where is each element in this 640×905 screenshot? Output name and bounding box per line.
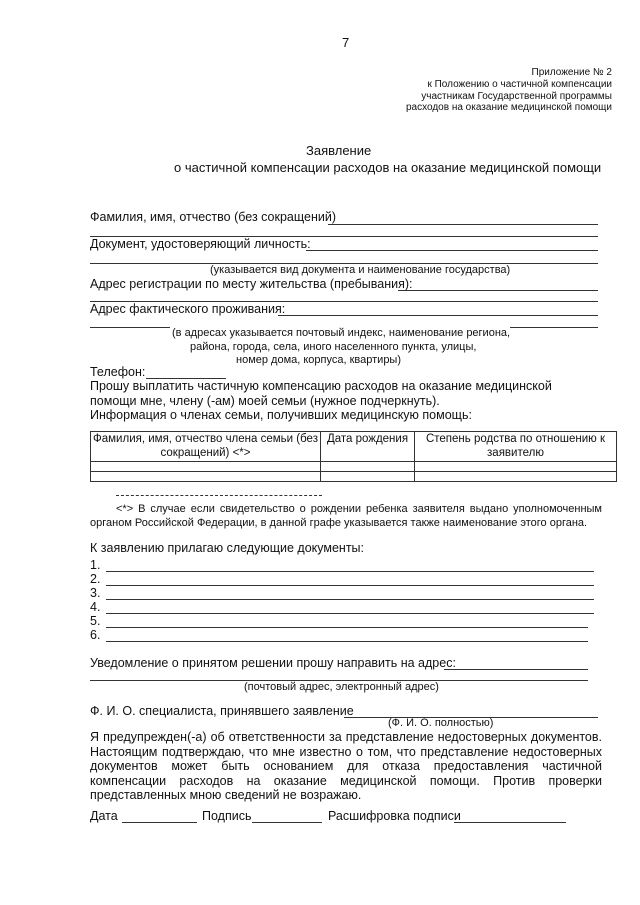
table-cell[interactable] — [415, 462, 617, 472]
address-hint-2: района, города, села, иного населенного пункта, улицы, — [190, 341, 477, 353]
attachment-input-line[interactable] — [106, 585, 594, 586]
appendix-line-1: Приложение № 2 — [531, 67, 612, 78]
document-input-line[interactable] — [306, 250, 598, 251]
specialist-label: Ф. И. О. специалиста, принявшего заявление — [90, 704, 354, 718]
fact-address-label: Адрес фактического проживания: — [90, 302, 286, 316]
document-hint: (указывается вид документа и наименование государства) — [210, 264, 511, 276]
attachment-number: 3. — [90, 586, 101, 600]
attachments-heading: К заявлению прилагаю следующие документы: — [90, 541, 364, 555]
table-header-row — [91, 432, 617, 462]
appendix-line-3: участникам Государственной программы — [421, 91, 612, 102]
attachment-number: 6. — [90, 628, 101, 642]
fio-label: Фамилия, имя, отчество (без сокращений) — [90, 210, 336, 224]
attachment-input-line[interactable] — [106, 627, 588, 628]
family-members-table — [90, 431, 617, 482]
reg-address-input-line[interactable] — [398, 290, 598, 291]
date-input-line[interactable] — [122, 822, 197, 823]
signature-label: Подпись — [202, 809, 252, 823]
attachment-input-line[interactable] — [106, 571, 594, 572]
date-label: Дата — [90, 809, 118, 823]
document-label: Документ, удостоверяющий личность: — [90, 237, 311, 251]
table-row — [91, 472, 617, 482]
signature-decode-input-line[interactable] — [454, 822, 566, 823]
fio-input-line[interactable] — [328, 224, 598, 225]
table-cell[interactable] — [91, 472, 321, 482]
table-header-relation: Степень родства по отношению к заявителю — [415, 432, 617, 462]
appendix-line-2: к Положению о частичной компенсации — [427, 79, 612, 90]
footnote: <*> В случае если свидетельство о рождении ребенка заявителя выдано уполномоченным органом Российской Федерации, в данной графе указывается также наименование этого органа. — [90, 503, 602, 529]
address-hint-3: номер дома, корпуса, квартиры) — [236, 354, 402, 366]
table-cell[interactable] — [415, 472, 617, 482]
document-title: Заявление — [306, 143, 372, 158]
table-cell[interactable] — [91, 462, 321, 472]
fact-address-input-line-2a[interactable] — [90, 327, 170, 328]
attachment-number: 4. — [90, 600, 101, 614]
specialist-hint: (Ф. И. О. полностью) — [388, 717, 494, 729]
table-cell[interactable] — [321, 472, 415, 482]
attachment-number: 1. — [90, 558, 101, 572]
appendix-line-4: расходов на оказание медицинской помощи — [405, 102, 612, 113]
table-row — [91, 462, 617, 472]
reg-address-label: Адрес регистрации по месту жительства (пребывания): — [90, 277, 413, 291]
signature-decode-label: Расшифровка подписи — [328, 809, 461, 823]
attachment-input-line[interactable] — [106, 613, 594, 614]
attachment-number: 2. — [90, 572, 101, 586]
fact-address-input-line-2b[interactable] — [510, 327, 598, 328]
fact-address-input-line[interactable] — [278, 315, 598, 316]
table-cell[interactable] — [321, 462, 415, 472]
document-subtitle: о частичной компенсации расходов на оказание медицинской помощи — [174, 160, 602, 175]
request-line-3: Информация о членах семьи, получивших медицинскую помощь: — [90, 408, 472, 422]
page-number: 7 — [342, 35, 350, 50]
footnote-separator — [116, 495, 322, 496]
notification-hint: (почтовый адрес, электронный адрес) — [244, 681, 439, 693]
attachment-input-line[interactable] — [106, 599, 594, 600]
notification-label: Уведомление о принятом решении прошу направить на адрес: — [90, 656, 456, 670]
address-hint-1: (в адресах указывается почтовый индекс, наименование региона, — [172, 327, 511, 339]
signature-input-line[interactable] — [252, 822, 322, 823]
table-header-fio: Фамилия, имя, отчество члена семьи (без сокращений) <*> — [91, 432, 321, 462]
responsibility-statement: Я предупрежден(-а) об ответственности за представление недостоверных документов. Настоящим подтверждаю, что мне известно о том, что представление недостоверных документов может быть основанием для отказа предоставления частичной компенсации расходов на оказание медицинской помощи. Против проверки представленных мною сведений не возражаю. — [90, 730, 602, 802]
attachment-number: 5. — [90, 614, 101, 628]
table-header-birthdate: Дата рождения — [321, 432, 415, 462]
phone-label: Телефон: — [90, 365, 146, 379]
attachment-input-line[interactable] — [106, 641, 588, 642]
notification-input-line[interactable] — [444, 669, 588, 670]
request-line-1: Прошу выплатить частичную компенсацию расходов на оказание медицинской — [90, 379, 552, 393]
request-line-2: помощи мне, члену (-ам) моей семьи (нужное подчеркнуть). — [90, 394, 440, 408]
